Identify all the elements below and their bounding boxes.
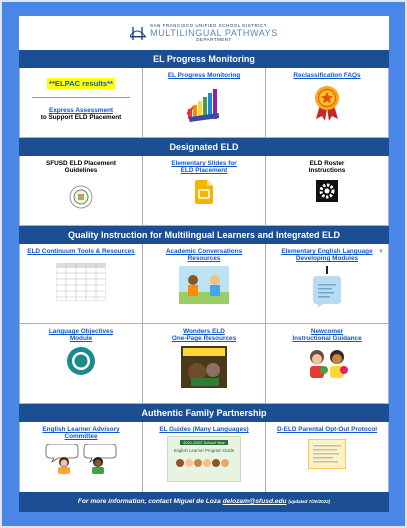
document-page xyxy=(2,2,405,526)
cell-elpac xyxy=(20,68,143,138)
el-guides-link[interactable]: EL Guides (Many Languages) xyxy=(159,426,249,433)
target-circle-icon[interactable] xyxy=(66,346,96,376)
continuum-table-thumbnail-icon[interactable] xyxy=(56,263,106,301)
footer-updated-date: (updated 7/20/2022) xyxy=(288,499,331,504)
cell-academic-conversations xyxy=(143,244,266,324)
section-quality-instruction: Quality Instruction for Multilingual Learners and Integrated ELD xyxy=(19,226,389,244)
advisory-people-icon[interactable] xyxy=(44,444,118,474)
divider xyxy=(32,97,130,98)
speech-bubble-icon[interactable] xyxy=(307,266,347,310)
newcomer-guidance-link-line2[interactable]: Instructional Guidance xyxy=(292,335,362,342)
settings-gear-icon[interactable] xyxy=(316,180,338,202)
progress-arrows-icon[interactable] xyxy=(183,83,225,125)
placement-guidelines-title: SFUSD ELD Placement xyxy=(46,160,116,167)
academic-conversations-link[interactable]: Academic Conversations xyxy=(165,248,243,255)
bridge-logo-icon xyxy=(130,24,146,42)
footer-email-link[interactable]: delozam@sfusd.edu xyxy=(222,498,287,505)
program-guide-thumbnail[interactable] xyxy=(167,436,241,482)
cell-opt-out xyxy=(266,422,389,502)
eld-continuum-link[interactable]: ELD Continuum Tools & Resources xyxy=(27,248,135,255)
guide-year: 2021-2022 School Year xyxy=(180,440,228,445)
footer xyxy=(19,492,389,512)
section-family-partnership: Authentic Family Partnership xyxy=(19,404,389,422)
el-progress-monitoring-link[interactable]: EL Progress Monitoring xyxy=(167,72,241,79)
document-thumbnail-icon[interactable] xyxy=(308,439,346,469)
cell-elementary-slides xyxy=(143,156,266,226)
cell-placement-guidelines xyxy=(20,156,143,226)
chevron-down-icon[interactable]: ▼ xyxy=(378,249,384,255)
elementary-slides-link-line2[interactable]: ELD Placement xyxy=(180,167,228,174)
sfusd-seal-icon[interactable] xyxy=(68,184,94,210)
reclassification-faqs-link[interactable]: Reclassification FAQs xyxy=(293,72,361,79)
cell-el-guides xyxy=(143,422,266,502)
wonders-eld-link[interactable]: Wonders ELD xyxy=(183,328,225,335)
language-objectives-link-line2[interactable]: Module xyxy=(69,335,93,342)
language-objectives-link[interactable]: Language Objectives xyxy=(48,328,114,335)
newcomer-guidance-link[interactable]: Newcomer xyxy=(310,328,344,335)
logo-department: DEPARTMENT xyxy=(196,36,232,42)
english-language-modules-link[interactable]: Elementary English Language xyxy=(281,248,373,255)
cell-eld-continuum xyxy=(20,244,143,324)
mpd-logo xyxy=(130,24,278,42)
elac-link[interactable]: English Learner Advisory xyxy=(42,426,120,433)
express-assessment-link[interactable]: Express Assessment xyxy=(48,107,114,114)
logo-district: SAN FRANCISCO UNIFIED SCHOOL DISTRICT xyxy=(150,23,267,28)
wonders-book-cover-icon[interactable] xyxy=(181,346,227,388)
cell-reclassification xyxy=(266,68,389,138)
header xyxy=(19,16,389,50)
section-progress-monitoring: EL Progress Monitoring xyxy=(19,50,389,68)
cell-english-modules xyxy=(266,244,389,324)
english-language-modules-link-line2[interactable]: Developing Modules xyxy=(295,255,359,262)
opt-out-protocol-link[interactable]: D-ELD Parental Opt-Out Protocol xyxy=(276,426,378,433)
elementary-slides-link[interactable]: Elementary Slides for xyxy=(171,160,237,167)
placement-guidelines-subtitle: Guidelines xyxy=(64,167,98,174)
logo-title: MULTILINGUAL PATHWAYS xyxy=(150,27,278,38)
children-conversation-image-icon[interactable] xyxy=(179,266,229,304)
cell-elac xyxy=(20,422,143,502)
footer-contact-text: For more information, contact Miguel de Loza xyxy=(77,498,221,505)
cell-el-progress xyxy=(143,68,266,138)
cell-language-objectives xyxy=(20,324,143,404)
document-sheet xyxy=(19,16,389,512)
express-assessment-subtitle: to Support ELD Placement xyxy=(40,114,122,121)
roster-instructions-title: ELD Roster xyxy=(309,160,345,167)
google-slides-icon[interactable] xyxy=(195,180,213,204)
newcomer-people-icon[interactable] xyxy=(304,348,350,378)
cell-roster-instructions xyxy=(266,156,389,226)
wonders-eld-link-line2[interactable]: One-Page Resources xyxy=(171,335,237,342)
cell-newcomer xyxy=(266,324,389,404)
academic-conversations-link-line2[interactable]: Resources xyxy=(187,255,221,262)
students-illustration-icon xyxy=(174,456,234,470)
elpac-results-link[interactable]: **ELPAC results** xyxy=(48,79,113,88)
elac-link-line2[interactable]: Committee xyxy=(64,433,98,440)
award-medal-icon[interactable] xyxy=(312,83,342,123)
cell-wonders-eld xyxy=(143,324,266,404)
guide-title: English Learner Program Guide xyxy=(173,448,235,453)
section-designated-eld: Designated ELD xyxy=(19,138,389,156)
roster-instructions-subtitle: Instructions xyxy=(308,167,346,174)
